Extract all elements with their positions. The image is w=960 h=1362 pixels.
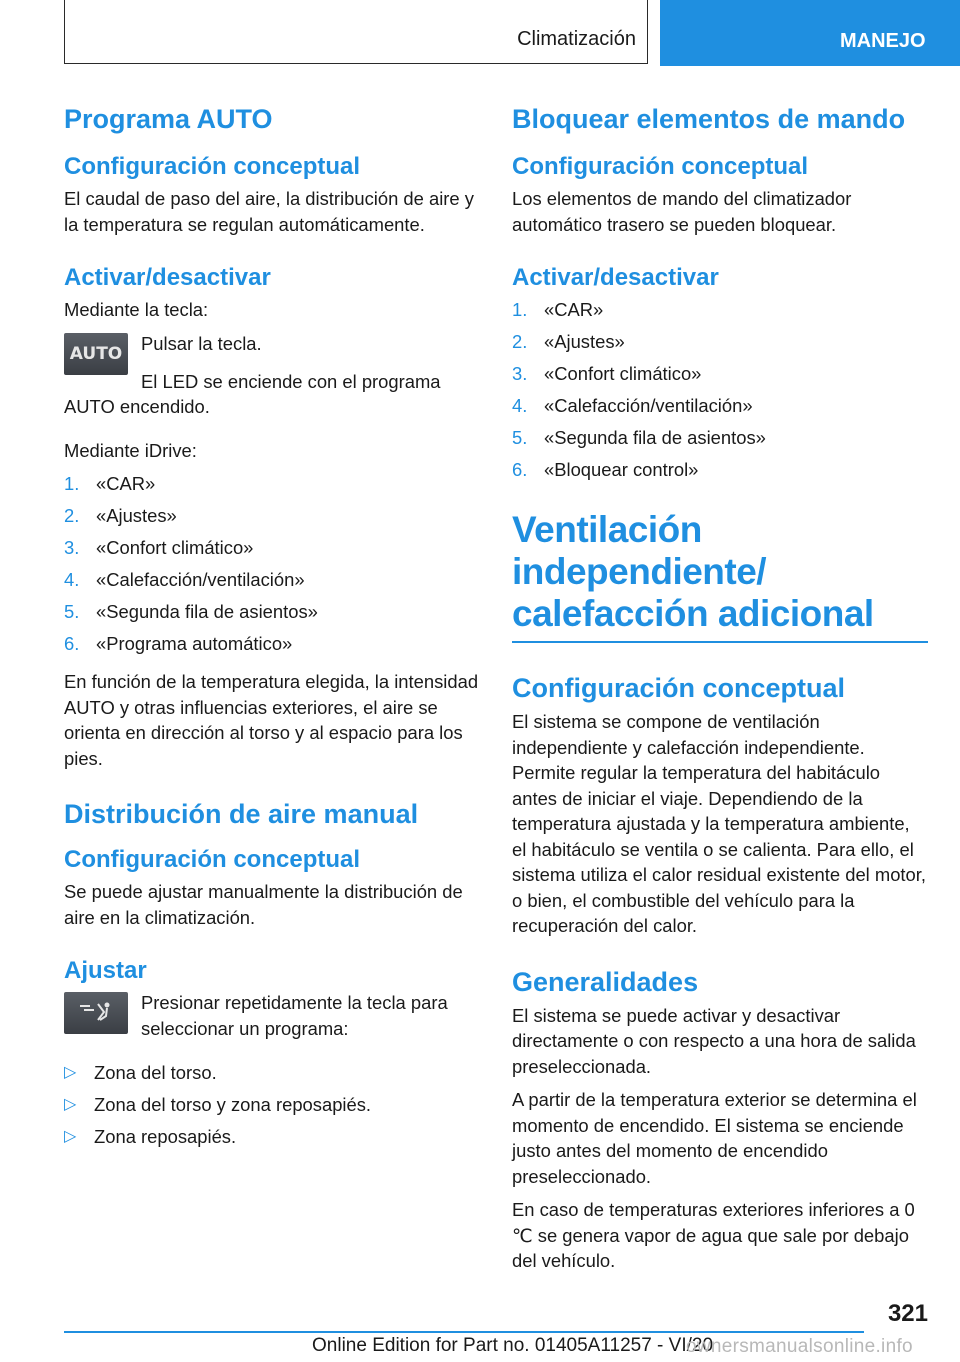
heading-distribucion: Distribución de aire manual bbox=[64, 799, 419, 829]
paragraph: El sistema se puede activar y desactivar directamente o con respecto a una hora de salida preseleccionada. bbox=[512, 1004, 916, 1077]
watermark: ownersmanualsonline.info bbox=[686, 1336, 913, 1357]
paragraph: Los elementos de mando del climatizador automático trasero se pueden bloquear. bbox=[512, 188, 852, 235]
auto-key-instruction bbox=[64, 331, 480, 383]
list-item[interactable]: 6. «Bloquear control» bbox=[512, 459, 699, 480]
page-number: 321 bbox=[887, 1300, 928, 1327]
idrive-steps-list bbox=[64, 471, 480, 663]
right-column bbox=[512, 102, 928, 1282]
heading-ventilacion: Ventilación independiente/ calefacción adicional bbox=[512, 509, 874, 634]
triangle-bullet-icon: ▷ bbox=[64, 1096, 77, 1113]
list-item[interactable]: 3. «Confort climático» bbox=[512, 363, 702, 384]
list-item[interactable]: 4. «Calefacción/ventilación» bbox=[512, 395, 753, 416]
subheading-generalidades: Generalidades bbox=[512, 966, 699, 997]
lock-steps-list bbox=[512, 297, 928, 489]
edition-note: Online Edition for Part no. 01405A11257 - VI/20 bbox=[312, 1335, 714, 1356]
subheading-configuracion: Configuración conceptual bbox=[512, 153, 809, 180]
list-item[interactable]: 3. «Confort climático» bbox=[64, 537, 254, 558]
list-item[interactable]: 2. «Ajustes» bbox=[64, 505, 177, 526]
subheading-activar: Activar/desactivar bbox=[512, 264, 719, 291]
paragraph: El sistema se compone de ventilación independiente y calefacción independiente. Permite regular la temperatura del habitáculo antes de iniciar el viaje. Dependiendo de la temperatura ajustada y la temperatura ambiente, el habitáculo se ventila o se calienta. Para ello, el sistema utiliza el calor residual existente del motor, o bien, el combustible del vehículo para la recuperación del calor. bbox=[512, 711, 926, 936]
list-item[interactable]: 5. «Segunda fila de asientos» bbox=[512, 427, 766, 448]
paragraph: En caso de temperaturas exteriores inferiores a 0 ℃ se genera vapor de agua que sale por debajo del vehículo. bbox=[512, 1199, 915, 1271]
list-item[interactable]: 6. «Programa automático» bbox=[64, 633, 293, 654]
air-distribution-key-icon bbox=[64, 992, 128, 1034]
footer-rule bbox=[64, 1331, 864, 1333]
subheading-activar: Activar/desactivar bbox=[64, 264, 271, 291]
subheading-configuracion: Configuración conceptual bbox=[64, 846, 361, 873]
paragraph: Mediante iDrive: bbox=[64, 439, 197, 461]
list-item[interactable]: 4. «Calefacción/ventilación» bbox=[64, 569, 305, 590]
list-item[interactable]: 5. «Segunda fila de asientos» bbox=[64, 601, 318, 622]
paragraph: Pulsar la tecla. bbox=[141, 332, 262, 354]
subheading-ajustar: Ajustar bbox=[64, 957, 147, 984]
subheading-configuracion: Configuración conceptual bbox=[512, 673, 846, 703]
list-item[interactable]: 1. «CAR» bbox=[512, 299, 604, 320]
list-item[interactable]: 2. «Ajustes» bbox=[512, 331, 625, 352]
heading-programa-auto: Programa AUTO bbox=[64, 104, 273, 134]
led-text: El LED se enciende con el programa AUTO encendido. bbox=[64, 370, 441, 417]
subheading-configuracion: Configuración conceptual bbox=[64, 153, 361, 180]
paragraph: Presionar repetidamente la tecla para seleccionar un programa: bbox=[141, 992, 448, 1039]
paragraph: Mediante la tecla: bbox=[64, 299, 209, 320]
program-bullets bbox=[64, 1060, 480, 1156]
paragraph: El caudal de paso del aire, la distribución de aire y la temperatura se regulan automáticamente. bbox=[64, 188, 474, 235]
list-item: ▷ Zona reposapiés. bbox=[64, 1124, 480, 1156]
heading-bloquear: Bloquear elementos de mando bbox=[512, 104, 906, 134]
section-title: Climatización bbox=[517, 28, 636, 50]
paragraph: En función de la temperatura elegida, la intensidad AUTO y otras influencias exteriores, el aire se orienta en dirección al torso y al espacio para los pies. bbox=[64, 671, 479, 769]
list-item[interactable]: 1. «CAR» bbox=[64, 473, 156, 494]
left-column bbox=[64, 102, 480, 1162]
triangle-bullet-icon: ▷ bbox=[64, 1128, 77, 1145]
airflow-key-instruction bbox=[64, 990, 480, 1050]
paragraph: Se puede ajustar manualmente la distribución de aire en la climatización. bbox=[64, 881, 463, 928]
auto-key-icon: AUTO bbox=[64, 333, 128, 375]
paragraph: A partir de la temperatura exterior se determina el momento de encendido. El sistema se enciende justo antes del momento de encendido preseleccionado. bbox=[512, 1089, 917, 1187]
list-item: ▷ Zona del torso. bbox=[64, 1060, 480, 1092]
triangle-bullet-icon: ▷ bbox=[64, 1064, 77, 1081]
chapter-tab[interactable]: MANEJO bbox=[660, 0, 960, 66]
list-item: ▷ Zona del torso y zona reposapiés. bbox=[64, 1092, 480, 1124]
heading-rule bbox=[512, 641, 928, 643]
